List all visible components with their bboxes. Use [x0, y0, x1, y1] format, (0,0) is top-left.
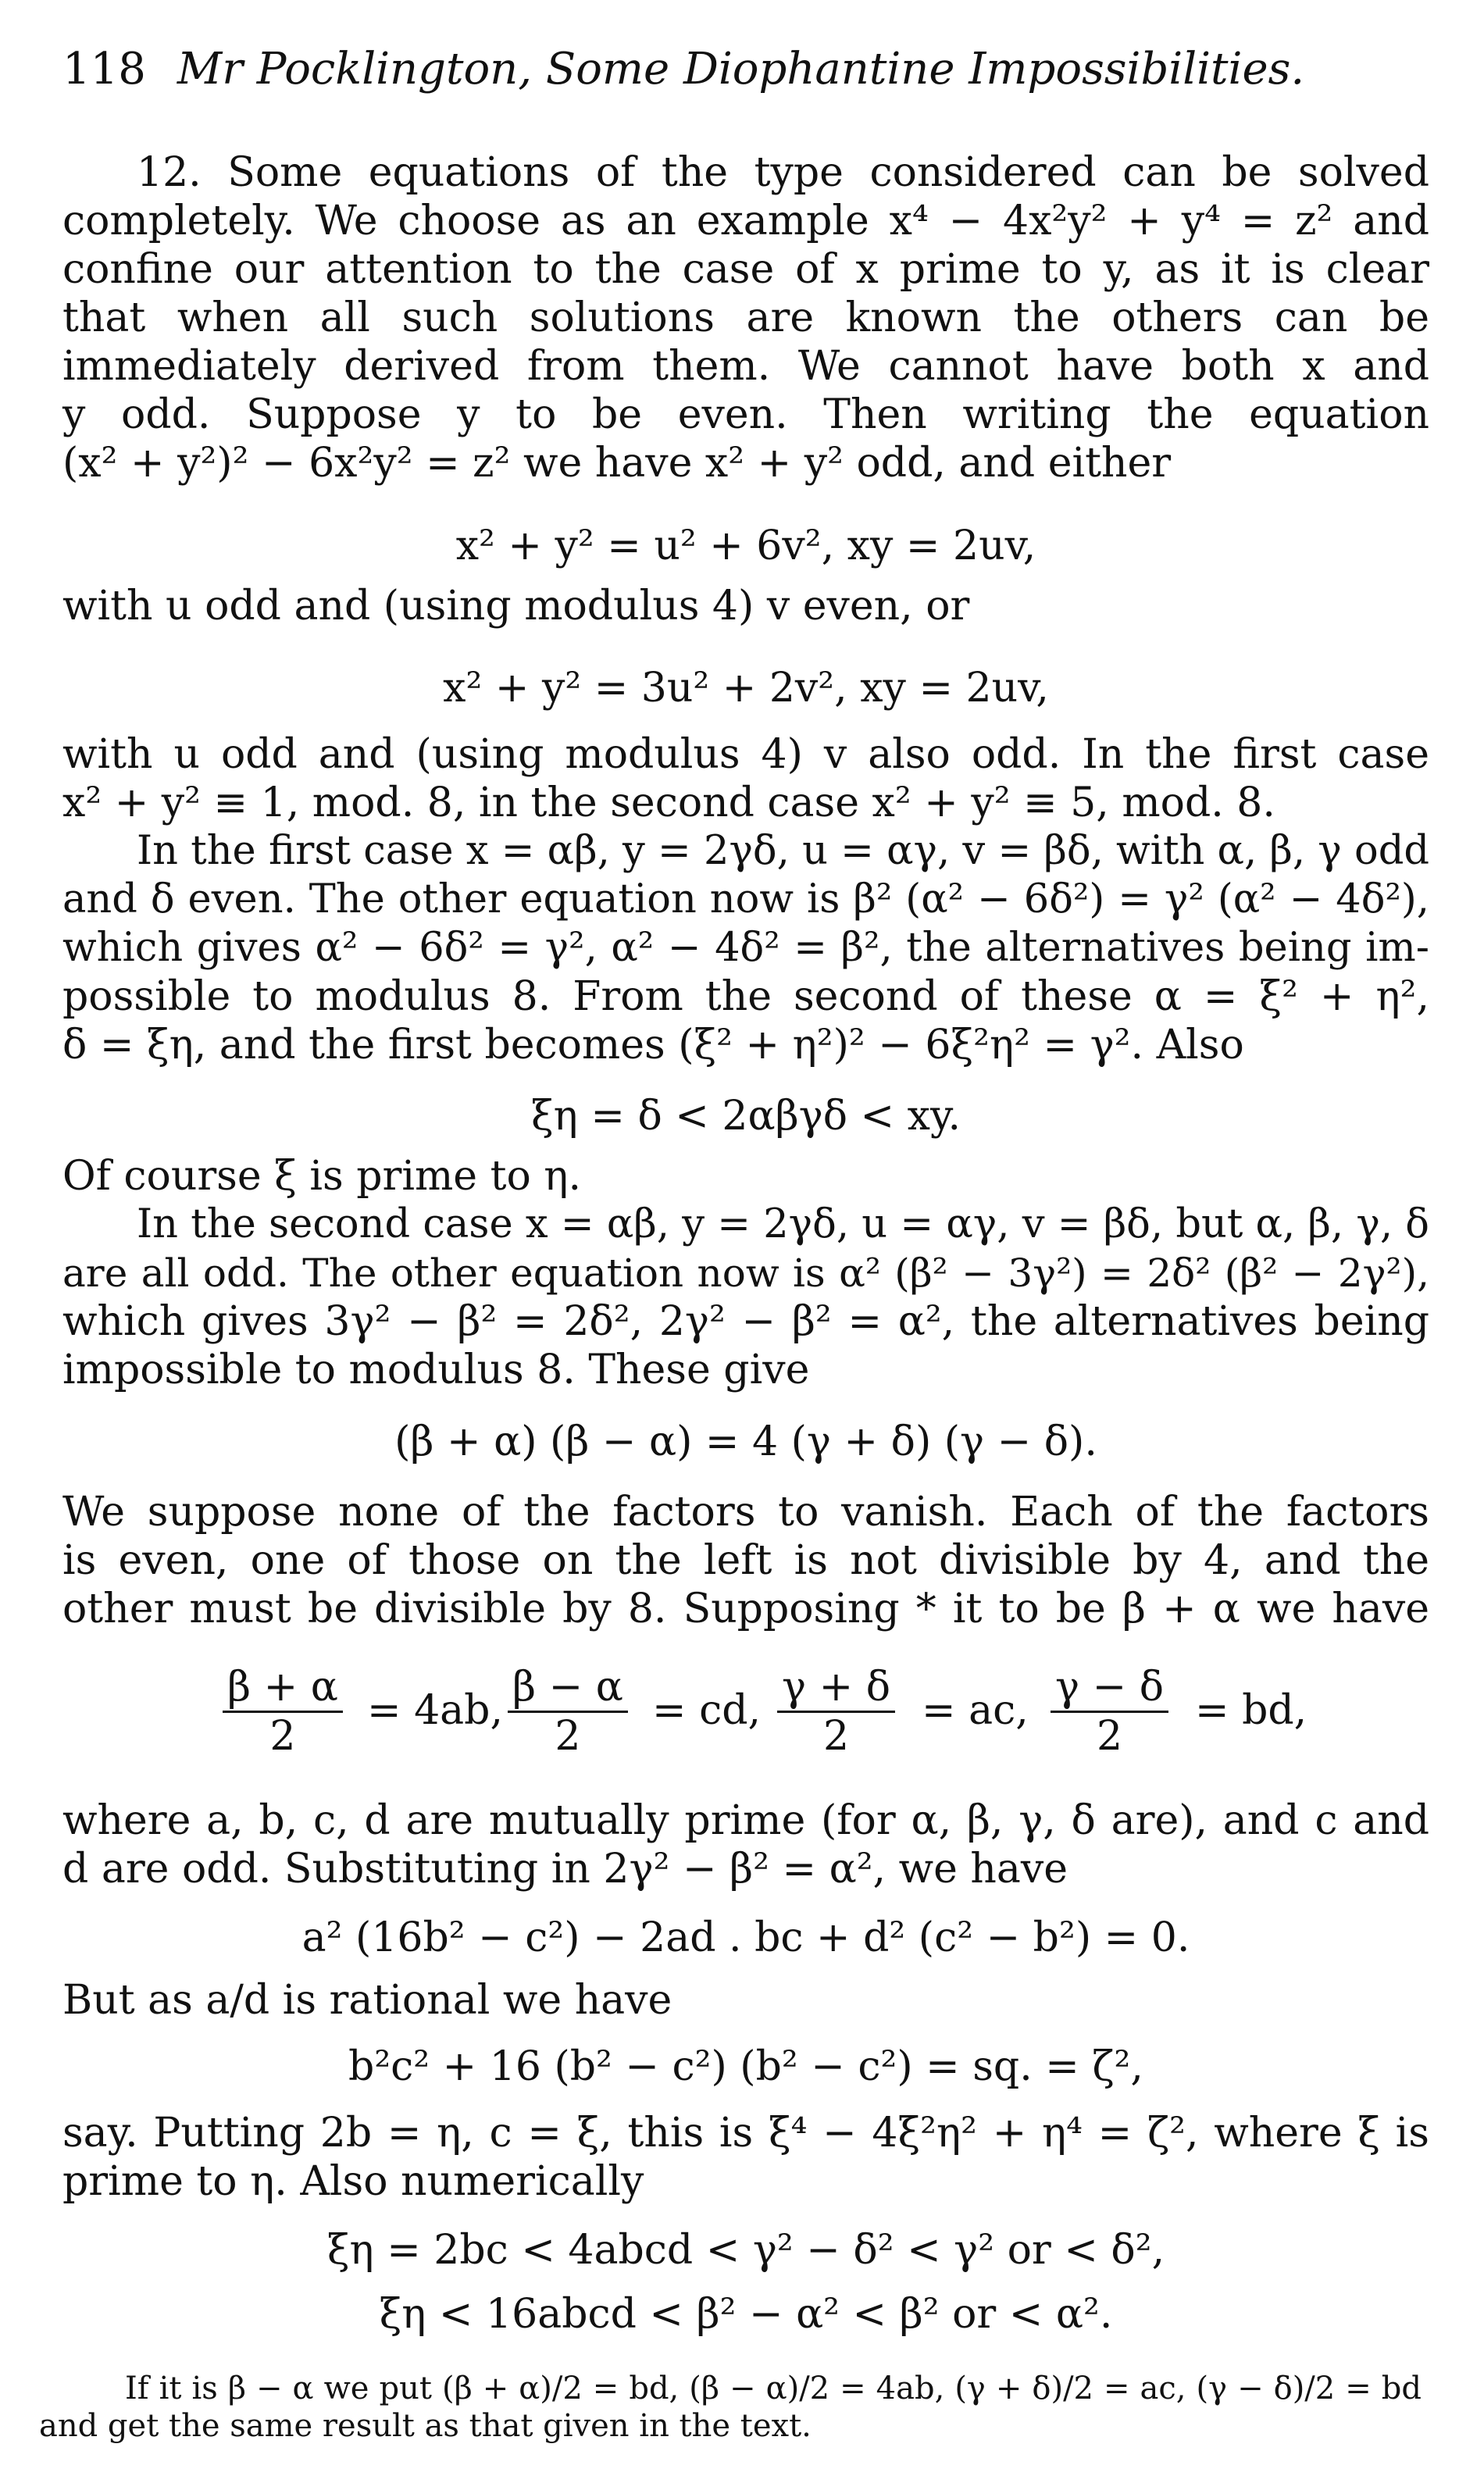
fraction-3: [777, 1664, 895, 1760]
fraction-2-denominator: 2: [555, 1713, 581, 1760]
body-line: Of course ξ is prime to η.: [62, 1153, 581, 1200]
display-equation: (β + α) (β − α) = 4 (γ + δ) (γ − δ).: [394, 1418, 1097, 1465]
body-line: with u odd and (using modulus 4) v even, or: [62, 583, 970, 630]
display-equation: a² (16b² − c²) − 2ad . bc + d² (c² − b²) = 0.: [301, 1914, 1190, 1961]
display-equation: ξη = 2bc < 4abcd < γ² − δ² < γ² or < δ²,: [326, 2227, 1165, 2274]
fraction-4: [1051, 1664, 1168, 1760]
footnote-line: and get the same result as that given in the text.: [39, 2408, 812, 2444]
fraction-2-numerator: β − α: [508, 1664, 628, 1713]
body-line: where a, b, c, d are mutually prime (for α, β, γ, δ are), and c and: [62, 1797, 1429, 1844]
fraction-4-rhs: = bd,: [1195, 1687, 1307, 1734]
body-line: confine our attention to the case of x prime to y, as it is clear: [62, 246, 1429, 293]
body-line: But as a/d is rational we have: [62, 1977, 672, 2024]
body-line: possible to modulus 8. From the second of these α = ξ² + η²,: [62, 973, 1429, 1020]
body-line: d are odd. Substituting in 2γ² − β² = α², we have: [62, 1846, 1068, 1893]
body-line: y odd. Suppose y to be even. Then writing the equation: [62, 391, 1429, 438]
body-line: δ = ξη, and the first becomes (ξ² + η²)² − 6ξ²η² = γ². Also: [62, 1022, 1244, 1069]
body-line: say. Putting 2b = η, c = ξ, this is ξ⁴ − 4ξ²η² + η⁴ = ζ², where ξ is: [62, 2110, 1429, 2157]
display-equation: x² + y² = 3u² + 2v², xy = 2uv,: [443, 665, 1049, 712]
fraction-1-numerator: β + α: [223, 1664, 343, 1713]
body-line: other must be divisible by 8. Supposing * it to be β + α we have: [62, 1586, 1429, 1632]
fraction-1-rhs: = 4ab,: [367, 1687, 504, 1734]
fraction-1: [223, 1664, 343, 1760]
running-header: [62, 45, 1429, 94]
page-number: 118: [62, 44, 146, 95]
fraction-4-denominator: 2: [1096, 1713, 1123, 1760]
display-equation: b²c² + 16 (b² − c²) (b² − c²) = sq. = ζ²,: [348, 2043, 1143, 2090]
body-line: is even, one of those on the left is not divisible by 4, and the: [62, 1537, 1429, 1584]
body-line: and δ even. The other equation now is β² (α² − 6δ²) = γ² (α² − 4δ²),: [62, 876, 1429, 922]
body-line: completely. We choose as an example x⁴ − 4x²y² + y⁴ = z² and: [62, 198, 1429, 244]
fraction-3-numerator: γ + δ: [777, 1664, 895, 1713]
body-line: x² + y² ≡ 1, mod. 8, in the second case x² + y² ≡ 5, mod. 8.: [62, 780, 1275, 826]
body-line: prime to η. Also numerically: [62, 2158, 644, 2205]
body-line: (x² + y²)² − 6x²y² = z² we have x² + y² odd, and either: [62, 440, 1172, 487]
footnote-line: If it is β − α we put (β + α)/2 = bd, (β − α)/2 = 4ab, (γ + δ)/2 = ac, (γ − δ)/2 = bd: [125, 2371, 1422, 2406]
body-line: with u odd and (using modulus 4) v also odd. In the first case: [62, 731, 1429, 778]
body-line: immediately derived from them. We cannot have both x and: [62, 343, 1429, 390]
display-equation: ξη = δ < 2αβγδ < xy.: [531, 1093, 961, 1140]
fraction-1-denominator: 2: [269, 1713, 296, 1760]
body-line: We suppose none of the factors to vanish. Each of the factors: [62, 1489, 1429, 1536]
display-equation: x² + y² = u² + 6v², xy = 2uv,: [455, 523, 1036, 569]
body-line: 12. Some equations of the type considered can be solved: [137, 149, 1429, 196]
body-line: that when all such solutions are known the others can be: [62, 294, 1429, 341]
fraction-2-rhs: = cd,: [652, 1687, 762, 1734]
display-equation: ξη < 16abcd < β² − α² < β² or < α².: [379, 2291, 1113, 2338]
body-line: which gives 3γ² − β² = 2δ², 2γ² − β² = α², the alternatives being: [62, 1298, 1429, 1345]
fraction-3-rhs: = ac,: [922, 1687, 1029, 1734]
fraction-2: [508, 1664, 628, 1760]
body-line: which gives α² − 6δ² = γ², α² − 4δ² = β², the alternatives being im-: [62, 925, 1429, 971]
body-line: impossible to modulus 8. These give: [62, 1347, 810, 1393]
running-title: Mr Pocklington, Some Diophantine Impossibilities.: [177, 44, 1305, 95]
fraction-4-numerator: γ − δ: [1051, 1664, 1168, 1713]
body-line: In the second case x = αβ, y = 2γδ, u = αγ, v = βδ, but α, β, γ, δ: [137, 1201, 1429, 1247]
body-line: In the first case x = αβ, y = 2γδ, u = αγ, v = βδ, with α, β, γ odd: [137, 828, 1429, 874]
body-line: are all odd. The other equation now is α² (β² − 3γ²) = 2δ² (β² − 2γ²),: [62, 1250, 1429, 1296]
fraction-3-denominator: 2: [822, 1713, 850, 1760]
fraction-equation: [62, 1664, 1429, 1773]
